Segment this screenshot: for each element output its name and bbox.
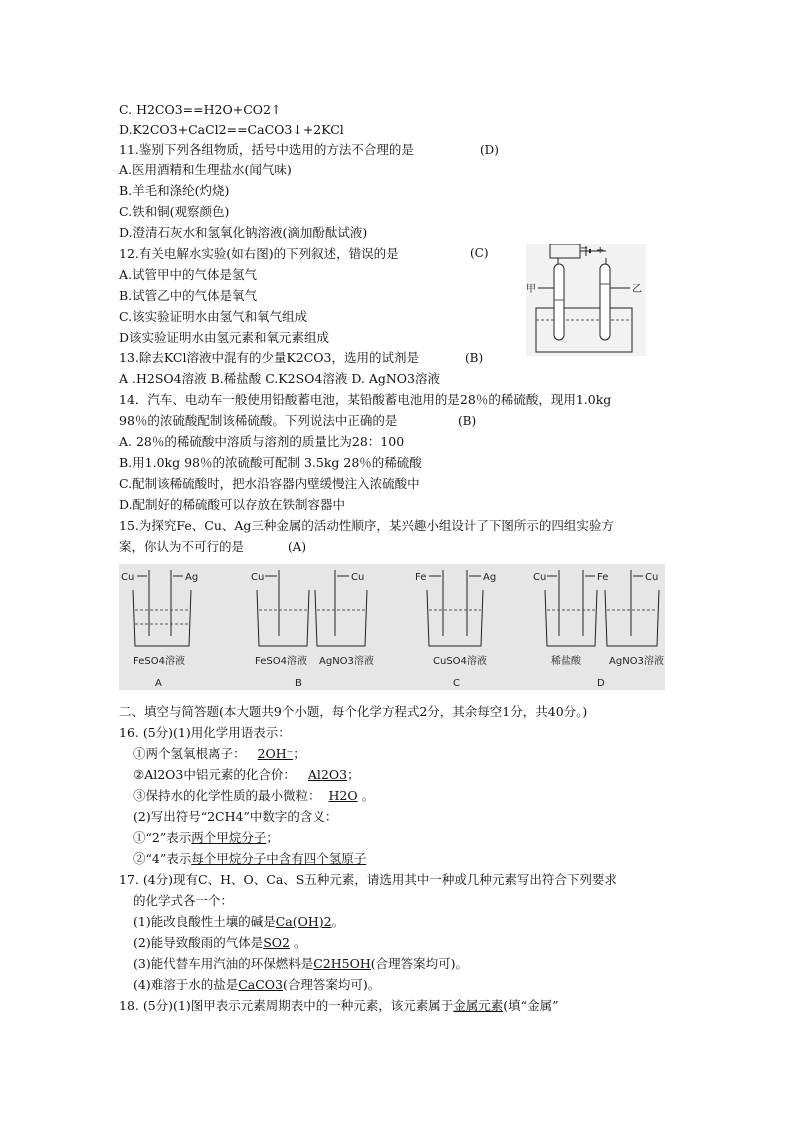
plan-b-letter: B (295, 678, 302, 689)
electrolysis-figure (526, 244, 646, 356)
plan-a-metal-2: Ag (185, 572, 199, 583)
q12-option-b: B.试管乙中的气体是氧气 (119, 288, 258, 303)
q12-answer: (C) (470, 246, 489, 260)
q17-part2: (2)能导致酸雨的气体是SO2 。 (133, 935, 307, 950)
plan-b-metal-1: Cu (251, 572, 265, 583)
q16-part2: ②Al2O3中铝元素的化合价： Al2O3； (133, 767, 360, 782)
plan-b (251, 570, 374, 689)
plus-label: + (596, 245, 605, 256)
q17-part1-answer: Ca(OH)2 (275, 914, 332, 929)
q11-option-c: C.铁和铜(观察颜色) (119, 204, 230, 219)
q18-answer: 金属元素 (453, 998, 504, 1013)
q14-stem-line2: 98％的浓硫酸配制该稀硫酸。下列说法中正确的是 (119, 413, 398, 428)
tube-jia-label: 甲 (526, 284, 536, 295)
q16-part3-text: ③保持水的化学性质的最小微粒： (133, 788, 321, 803)
q17-stem-line1: 17. (4分)现有C、H、O、Ca、S五种元素，请选用其中一种或几种元素写出符合下列要求 (119, 872, 617, 887)
plan-d (533, 570, 664, 689)
q16-part3: ③保持水的化学性质的最小微粒： H2O 。 (133, 788, 375, 803)
q13-answer: (B) (465, 351, 484, 365)
plan-d-metal-1: Cu (533, 572, 547, 583)
plan-d-solution-2: AgNO3溶液 (609, 656, 664, 667)
q17-part2-answer: SO2 (263, 935, 290, 950)
option-d-equation: D.K2CO3+CaCl2==CaCO3↓+2KCl (119, 122, 344, 137)
q16-part3-answer: H2O (328, 788, 358, 803)
q16-p2-a-answer: 两个甲烷分子 (191, 830, 267, 845)
plan-d-metal-3: Cu (645, 572, 659, 583)
q16-p2-b-answer: 每个甲烷分子中含有四个氢原子 (191, 851, 367, 866)
plan-b-solution-2: AgNO3溶液 (319, 656, 374, 667)
q14-option-b: B.用1.0kg 98％的浓硫酸可配制 3.5kg 28％的稀硫酸 (119, 455, 422, 470)
plan-a (121, 570, 198, 689)
q16-p2-b: ②“4”表示每个甲烷分子中含有四个氢原子 (133, 851, 367, 866)
q12-option-c: C.该实验证明水由氢气和氧气组成 (119, 309, 308, 324)
q15-stem-line1: 15.为探究Fe、Cu、Ag三种金属的活动性顺序，某兴趣小组设计了下图所示的四组实验方 (119, 518, 614, 533)
q12-option-d: D该实验证明水由氢元素和氧元素组成 (119, 330, 330, 345)
q16-part1: ①两个氢氧根离子： 2OH⁻； (133, 746, 306, 761)
minus-label: − (580, 244, 589, 254)
section-2-heading: 二、填空与简答题(本大题共9个小题，每个化学方程式2分，其余每空1分，共40分。) (119, 704, 588, 719)
plan-a-letter: A (155, 678, 162, 689)
q17-part4-answer: CaCO3 (238, 977, 284, 992)
q18-stem: 18. (5分)(1)图甲表示元素周期表中的一种元素，该元素属于金属元素(填“金属” (119, 998, 559, 1013)
plan-a-solution: FeSO4溶液 (133, 656, 185, 667)
q11-option-b: B.羊毛和涤纶(灼烧) (119, 183, 230, 198)
plan-a-metal-1: Cu (121, 572, 135, 583)
q17-part3: (3)能代替车用汽油的环保燃料是C2H5OH(合理答案均可)。 (133, 956, 469, 971)
q14-stem-line1: 14．汽车、电动车一般使用铅酸蓄电池，某铅酸蓄电池用的是28％的稀硫酸，现用1.0kg (119, 392, 612, 407)
plan-d-metal-2: Fe (597, 572, 609, 583)
q17-part4: (4)难溶于水的盐是CaCO3(合理答案均可)。 (133, 977, 381, 992)
q13-options: A .H2SO4溶液 B.稀盐酸 C.K2SO4溶液 D. AgNO3溶液 (119, 371, 441, 386)
q16-p2-stem: (2)写出符号“2CH4”中数字的含义： (133, 809, 338, 824)
plan-c-solution: CuSO4溶液 (433, 656, 487, 667)
q15-answer: (A) (288, 540, 307, 554)
q16-stem: 16. (5分)(1)用化学用语表示： (119, 725, 291, 740)
q16-p2-a: ①“2”表示两个甲烷分子； (133, 830, 279, 845)
q11-option-d: D.澄清石灰水和氢氧化钠溶液(滴加酚酞试液) (119, 225, 368, 240)
q11-stem: 11.鉴别下列各组物质，括号中选用的方法不合理的是 (119, 142, 414, 157)
q16-part2-text: ②Al2O3中铝元素的化合价： (133, 767, 296, 782)
plan-c-letter: C (453, 678, 460, 689)
q16-part2-answer: Al2O3 (307, 767, 348, 782)
q17-part3-answer: C2H5OH (313, 956, 371, 971)
plan-c-metal-2: Ag (483, 572, 497, 583)
option-c-equation: C. H2CO3==H2O+CO2↑ (119, 102, 282, 117)
q12-stem: 12.有关电解水实验(如右图)的下列叙述，错误的是 (119, 246, 399, 261)
metal-activity-figure (119, 564, 665, 690)
plan-d-letter: D (597, 678, 605, 689)
plan-c (415, 570, 496, 689)
q11-answer: (D) (480, 143, 499, 157)
q16-part1-text: ①两个氢氧根离子： (133, 746, 246, 761)
q17-stem-line2: 的化学式各一个： (133, 893, 234, 908)
q13-stem: 13.除去KCl溶液中混有的少量K2CO3，选用的试剂是 (119, 350, 420, 365)
plan-b-metal-2: Cu (351, 572, 365, 583)
q12-option-a: A.试管甲中的气体是氢气 (119, 267, 258, 282)
q17-part1: (1)能改良酸性土壤的碱是Ca(OH)2。 (133, 914, 345, 929)
plan-b-solution-1: FeSO4溶液 (255, 656, 307, 667)
q16-part1-answer: 2OH⁻ (257, 746, 294, 761)
plan-d-solution-1: 稀盐酸 (551, 656, 581, 667)
q14-option-a: A. 28％的稀硫酸中溶质与溶剂的质量比为28：100 (119, 434, 405, 449)
tube-yi-label: 乙 (632, 284, 642, 295)
q14-option-c: C.配制该稀硫酸时，把水沿容器内壁缓慢注入浓硫酸中 (119, 476, 420, 491)
plan-c-metal-1: Fe (415, 572, 427, 583)
q15-stem-line2: 案，你认为不可行的是 (119, 539, 245, 554)
q14-answer: (B) (458, 414, 477, 428)
q11-option-a: A.医用酒精和生理盐水(闻气味) (119, 162, 292, 177)
q14-option-d: D.配制好的稀硫酸可以存放在铁制容器中 (119, 497, 346, 512)
